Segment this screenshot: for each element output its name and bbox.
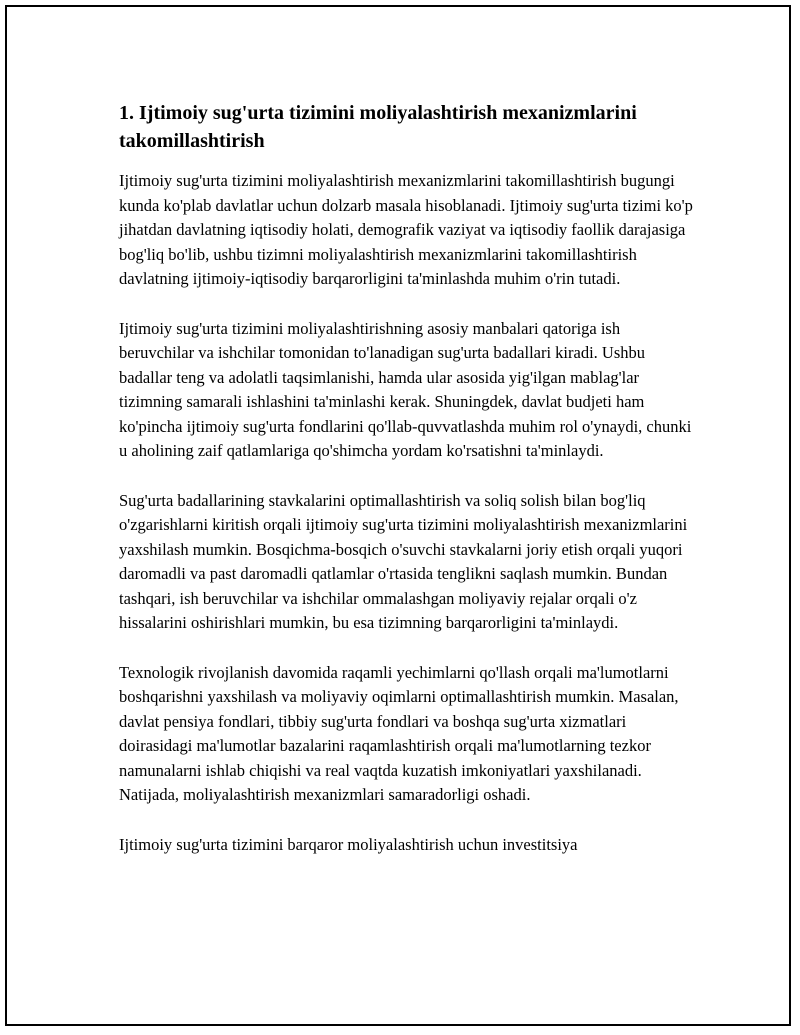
document-body [119,99,699,882]
paragraph: Texnologik rivojlanish davomida raqamli yechimlarni qo'llash orqali ma'lumotlarni boshqarishni yaxshilash va moliyaviy oqimlarni optimallashtirish mumkin. Masalan, davlat pensiya fondlari, tibbiy sug'urta fondlari va boshqa sug'urta xizmatlari doirasidagi ma'lumotlar bazalarini raqamlashtirish orqali ma'lumotlarning tezkor namunalarni ishlab chiqishi va real vaqtda kuzatish imkoniyatlari yaxshilanadi. Natijada, moliyalashtirish mexanizmlari samaradorligi oshadi. [119,662,679,804]
paragraph: Ijtimoiy sug'urta tizimini moliyalashtirishning asosiy manbalari qatoriga ish beruvchilar va ishchilar tomonidan to'lanadigan sug'urta badallari kiradi. Ushbu badallar teng va adolatli taqsimlanishi, hamda ular asosida yig'ilgan mablag'lar tizimning samarali ishlashini ta'minlashi kerak. Shuningdek, davlat budjeti ham ko'pincha ijtimoiy sug'urta fondlarini qo'llab-quvvatlashda muhim rol o'ynaydi, chunki u aholining zaif qatlamlariga qo'shimcha yordam ko'rsatishni ta'minlaydi. [119,318,692,460]
paragraph: Ijtimoiy sug'urta tizimini barqaror moliyalashtirish uchun investitsiya [119,834,578,854]
paragraph: Ijtimoiy sug'urta tizimini moliyalashtirish mexanizmlarini takomillashtirish bugungi kunda ko'plab davlatlar uchun dolzarb masala hisoblanadi. Ijtimoiy sug'urta tizimi ko'p jihatdan davlatning iqtisodiy holati, demografik vaziyat va iqtisodiy faollik darajasiga bog'liq bo'lib, ushbu tizimni moliyalashtirish mexanizmlarini takomillashtirish davlatning ijtimoiy-iqtisodiy barqarorligini ta'minlashda muhim o'rin tutadi. [119,171,693,288]
section-heading: 1. Ijtimoiy sug'urta tizimini moliyalashtirish mexanizmlarini takomillashtirish [119,102,637,152]
document-page [5,5,791,1026]
paragraph: Sug'urta badallarining stavkalarini optimallashtirish va soliq solish bilan bog'liq o'zgarishlarni kiritish orqali ijtimoiy sug'urta tizimini moliyalashtirish mexanizmlarini yaxshilash mumkin. Bosqichma-bosqich o'suvchi stavkalarni joriy etish orqali yuqori daromadli va past daromadli qatlamlar o'rtasida tenglikni saqlash mumkin. Bundan tashqari, ish beruvchilar va ishchilar ommalashgan moliyaviy rejalar orqali o'z hissalarini oshirishlari mumkin, bu esa tizimning barqarorligini ta'minlaydi. [119,490,688,632]
